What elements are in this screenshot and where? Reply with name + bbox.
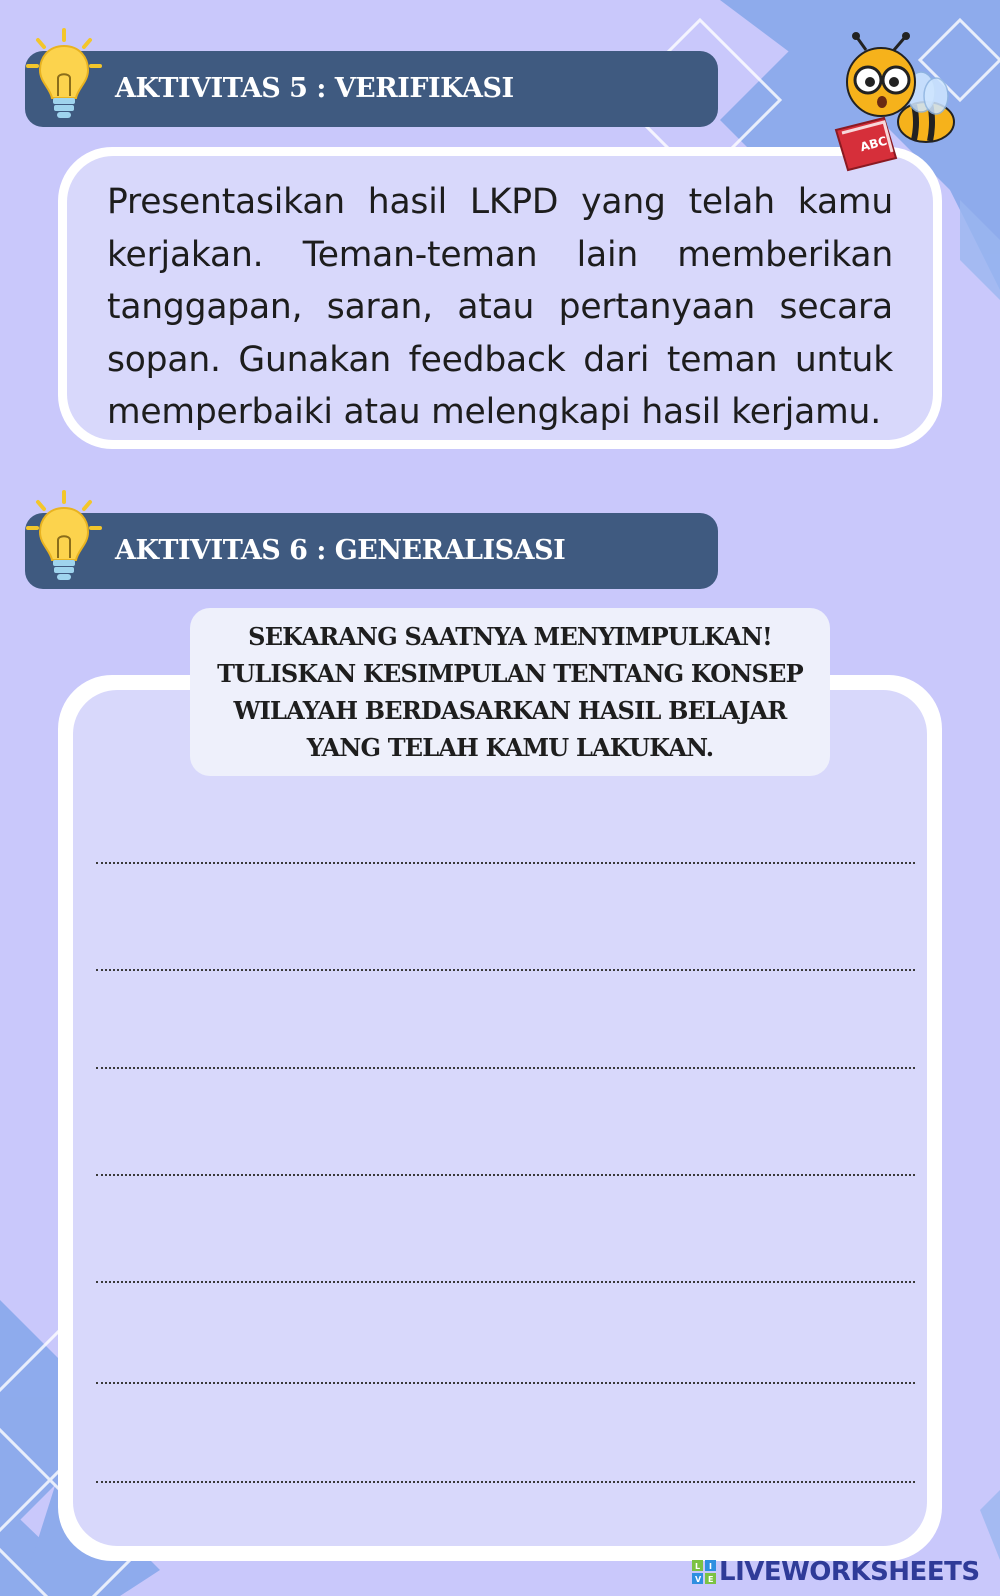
answer-line[interactable] [96,1174,915,1176]
book-label: ABC [858,133,889,155]
answer-line[interactable] [96,1067,915,1069]
generalization-prompt-card [190,608,830,776]
prompt-line: YANG TELAH KAMU LAKUKAN. [306,733,714,762]
activity6-title: AKTIVITAS 6 : GENERALISASI [115,535,566,566]
svg-text:V: V [695,1575,702,1584]
prompt-line: SEKARANG SAATNYA MENYIMPULKAN! [248,622,772,651]
answer-line[interactable] [96,1281,915,1283]
prompt-line: TULISKAN KESIMPULAN TENTANG KONSEP [217,659,803,688]
activity6-header [25,513,718,589]
lightbulb-icon [24,490,104,584]
liveworksheets-brand [692,1555,980,1589]
prompt-line: WILAYAH BERDASARKAN HASIL BELAJAR [233,696,787,725]
activity5-instruction-text: Presentasikan hasil LKPD yang telah kamu kerjakan. Teman-teman lain memberikan tanggapan, saran, atau pertanyaan secara sopan. Gunakan feedback dari teman untuk memperbaiki atau melengkapi hasil kerjamu. [107,182,893,432]
answer-line[interactable] [96,1382,915,1384]
activity5-title: AKTIVITAS 5 : VERIFIKASI [115,73,514,104]
svg-text:E: E [708,1575,714,1584]
answer-box [58,675,942,1561]
liveworksheets-logo-icon [692,1560,716,1584]
answer-line[interactable] [96,862,915,864]
answer-line[interactable] [96,1481,915,1483]
lightbulb-icon [24,28,104,122]
liveworksheets-wordmark: LIVEWORKSHEETS [719,1557,980,1587]
activity5-header [25,51,718,127]
answer-line[interactable] [96,969,915,971]
activity5-instruction-box [58,147,942,449]
svg-text:I: I [709,1562,712,1571]
bee-mascot-icon [826,30,976,180]
svg-text:L: L [695,1562,701,1571]
